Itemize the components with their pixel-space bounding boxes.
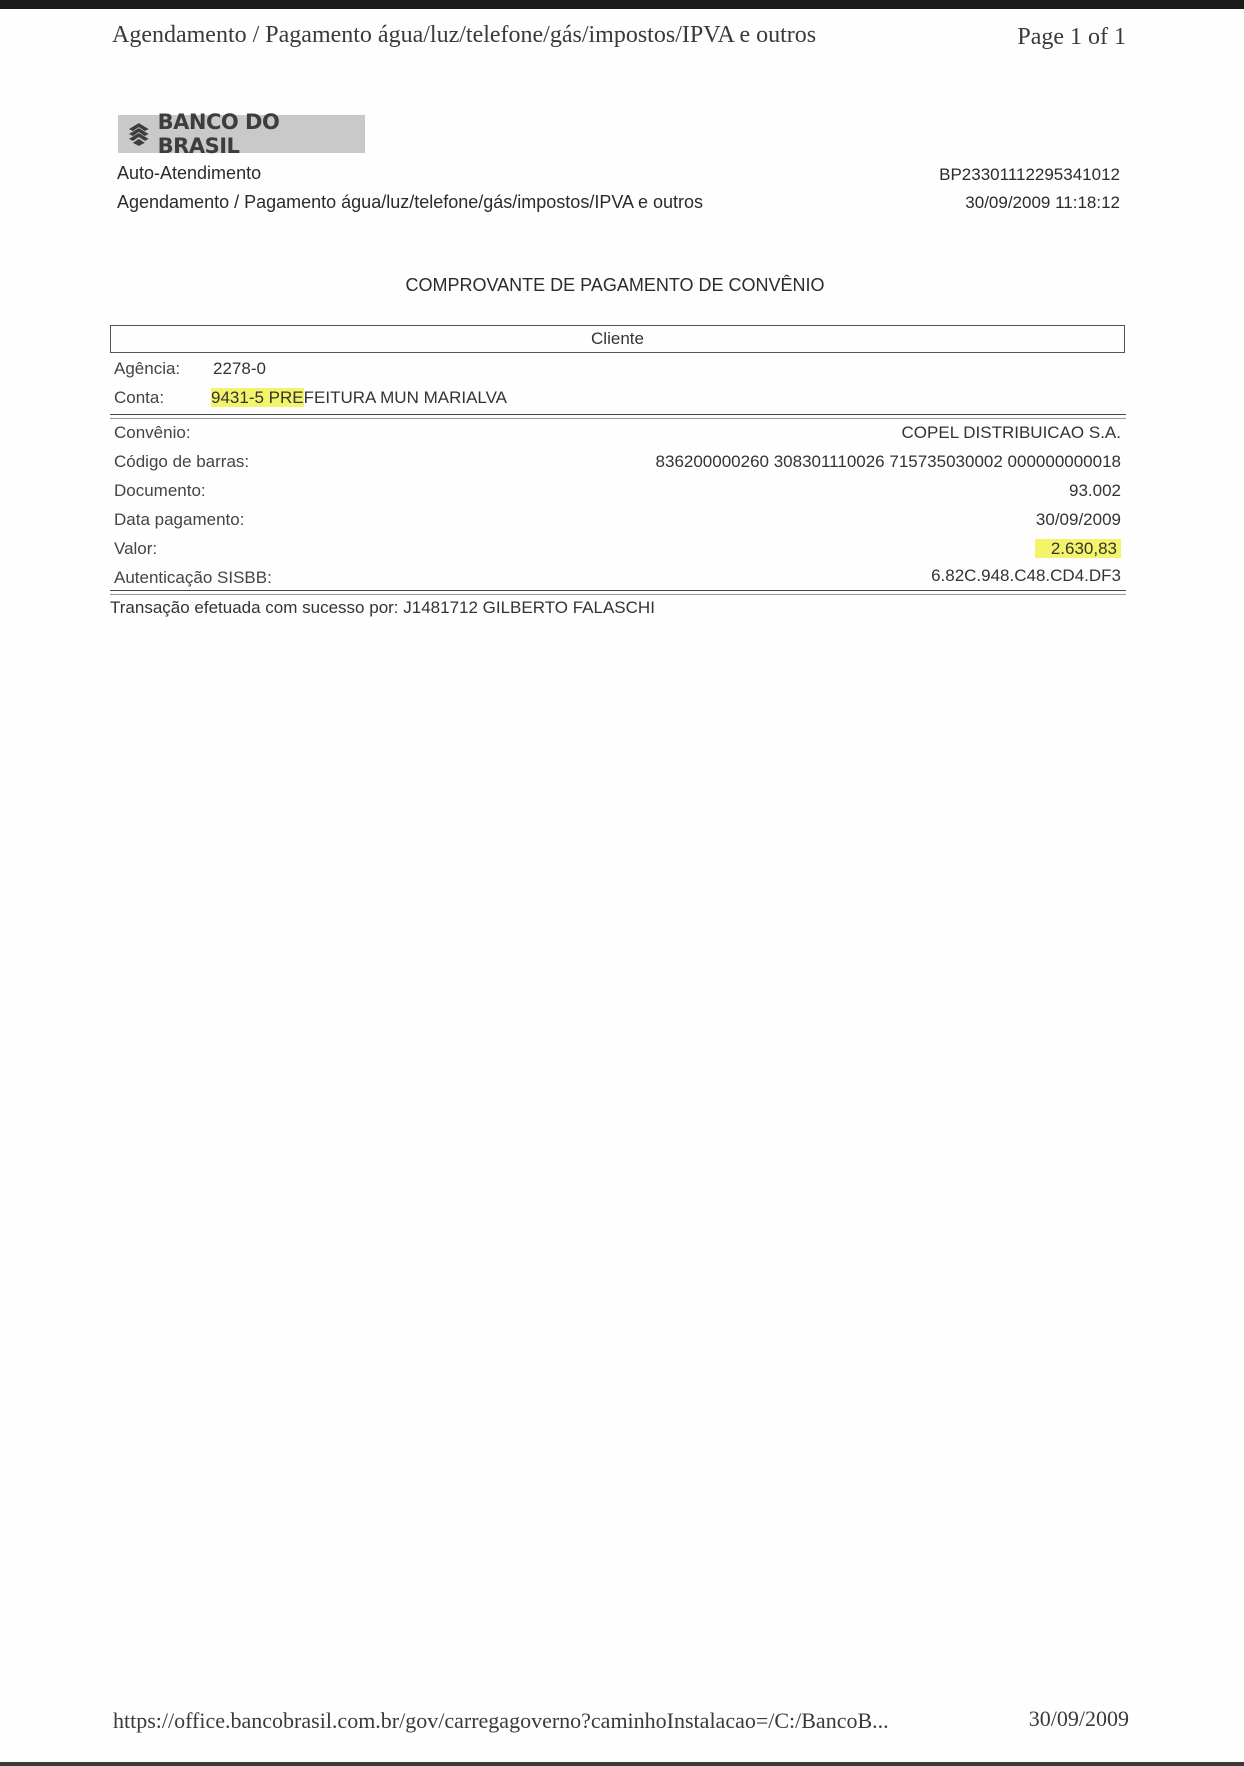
payment-date-label: Data pagamento:	[114, 510, 245, 529]
divider-top-2	[110, 418, 1126, 419]
bank-name-logo-text: BANCO DO BRASIL	[157, 110, 280, 158]
client-section-header: Cliente	[110, 325, 1125, 353]
divider-bottom-2	[110, 594, 1126, 595]
agencia-label: Agência:	[114, 359, 181, 378]
protocol-number: BP23301112295341012	[939, 165, 1120, 184]
valor-highlighted-amount: 2.630,83	[1035, 539, 1121, 558]
scan-bottom-edge	[0, 1762, 1244, 1766]
convenio-value: COPEL DISTRIBUICAO S.A.	[901, 423, 1121, 442]
documento-value: 93.002	[1069, 481, 1121, 500]
transaction-success-note: Transação efetuada com sucesso por: J1481712 GILBERTO FALASCHI	[110, 598, 655, 617]
convenio-label: Convênio:	[114, 423, 191, 442]
print-date: 30/09/2009	[1028, 1706, 1129, 1731]
transaction-datetime: 30/09/2009 11:18:12	[965, 193, 1120, 212]
barcode-label: Código de barras:	[114, 452, 250, 471]
payment-date-value: 30/09/2009	[1035, 510, 1121, 529]
conta-value-text: FEITURA MUN MARIALVA	[303, 388, 508, 407]
page-url: https://office.bancobrasil.com.br/gov/carregagoverno?caminhoInstalacao=/C:/BancoB...	[113, 1708, 889, 1733]
authentication-value: 6.82C.948.C48.CD4.DF3	[931, 566, 1121, 585]
conta-label: Conta:	[114, 388, 165, 407]
documento-label: Documento:	[114, 481, 206, 500]
conta-highlighted-text: 9431-5 PRE	[211, 388, 304, 407]
operation-title: Agendamento / Pagamento água/luz/telefone/gás/impostos/IPVA e outros	[117, 192, 704, 212]
valor-label: Valor:	[114, 539, 158, 558]
bank-logo	[118, 110, 365, 158]
agencia-value: 2278-0	[213, 359, 266, 378]
conta-value	[211, 388, 507, 408]
scan-top-edge	[0, 0, 1244, 9]
valor-value	[1035, 539, 1121, 559]
browser-print-title: Agendamento / Pagamento água/luz/telefone/gás/impostos/IPVA e outros	[112, 22, 817, 48]
authentication-label: Autenticação SISBB:	[114, 568, 272, 587]
service-name: Auto-Atendimento	[117, 163, 262, 183]
divider-top-1	[110, 414, 1126, 415]
banco-do-brasil-logo-icon	[126, 121, 152, 147]
barcode-value: 836200000260 308301110026 715735030002 000000000018	[655, 452, 1121, 471]
browser-page-count: Page 1 of 1	[1017, 24, 1126, 50]
divider-bottom-1	[110, 590, 1126, 591]
receipt-title: COMPROVANTE DE PAGAMENTO DE CONVÊNIO	[405, 275, 825, 295]
